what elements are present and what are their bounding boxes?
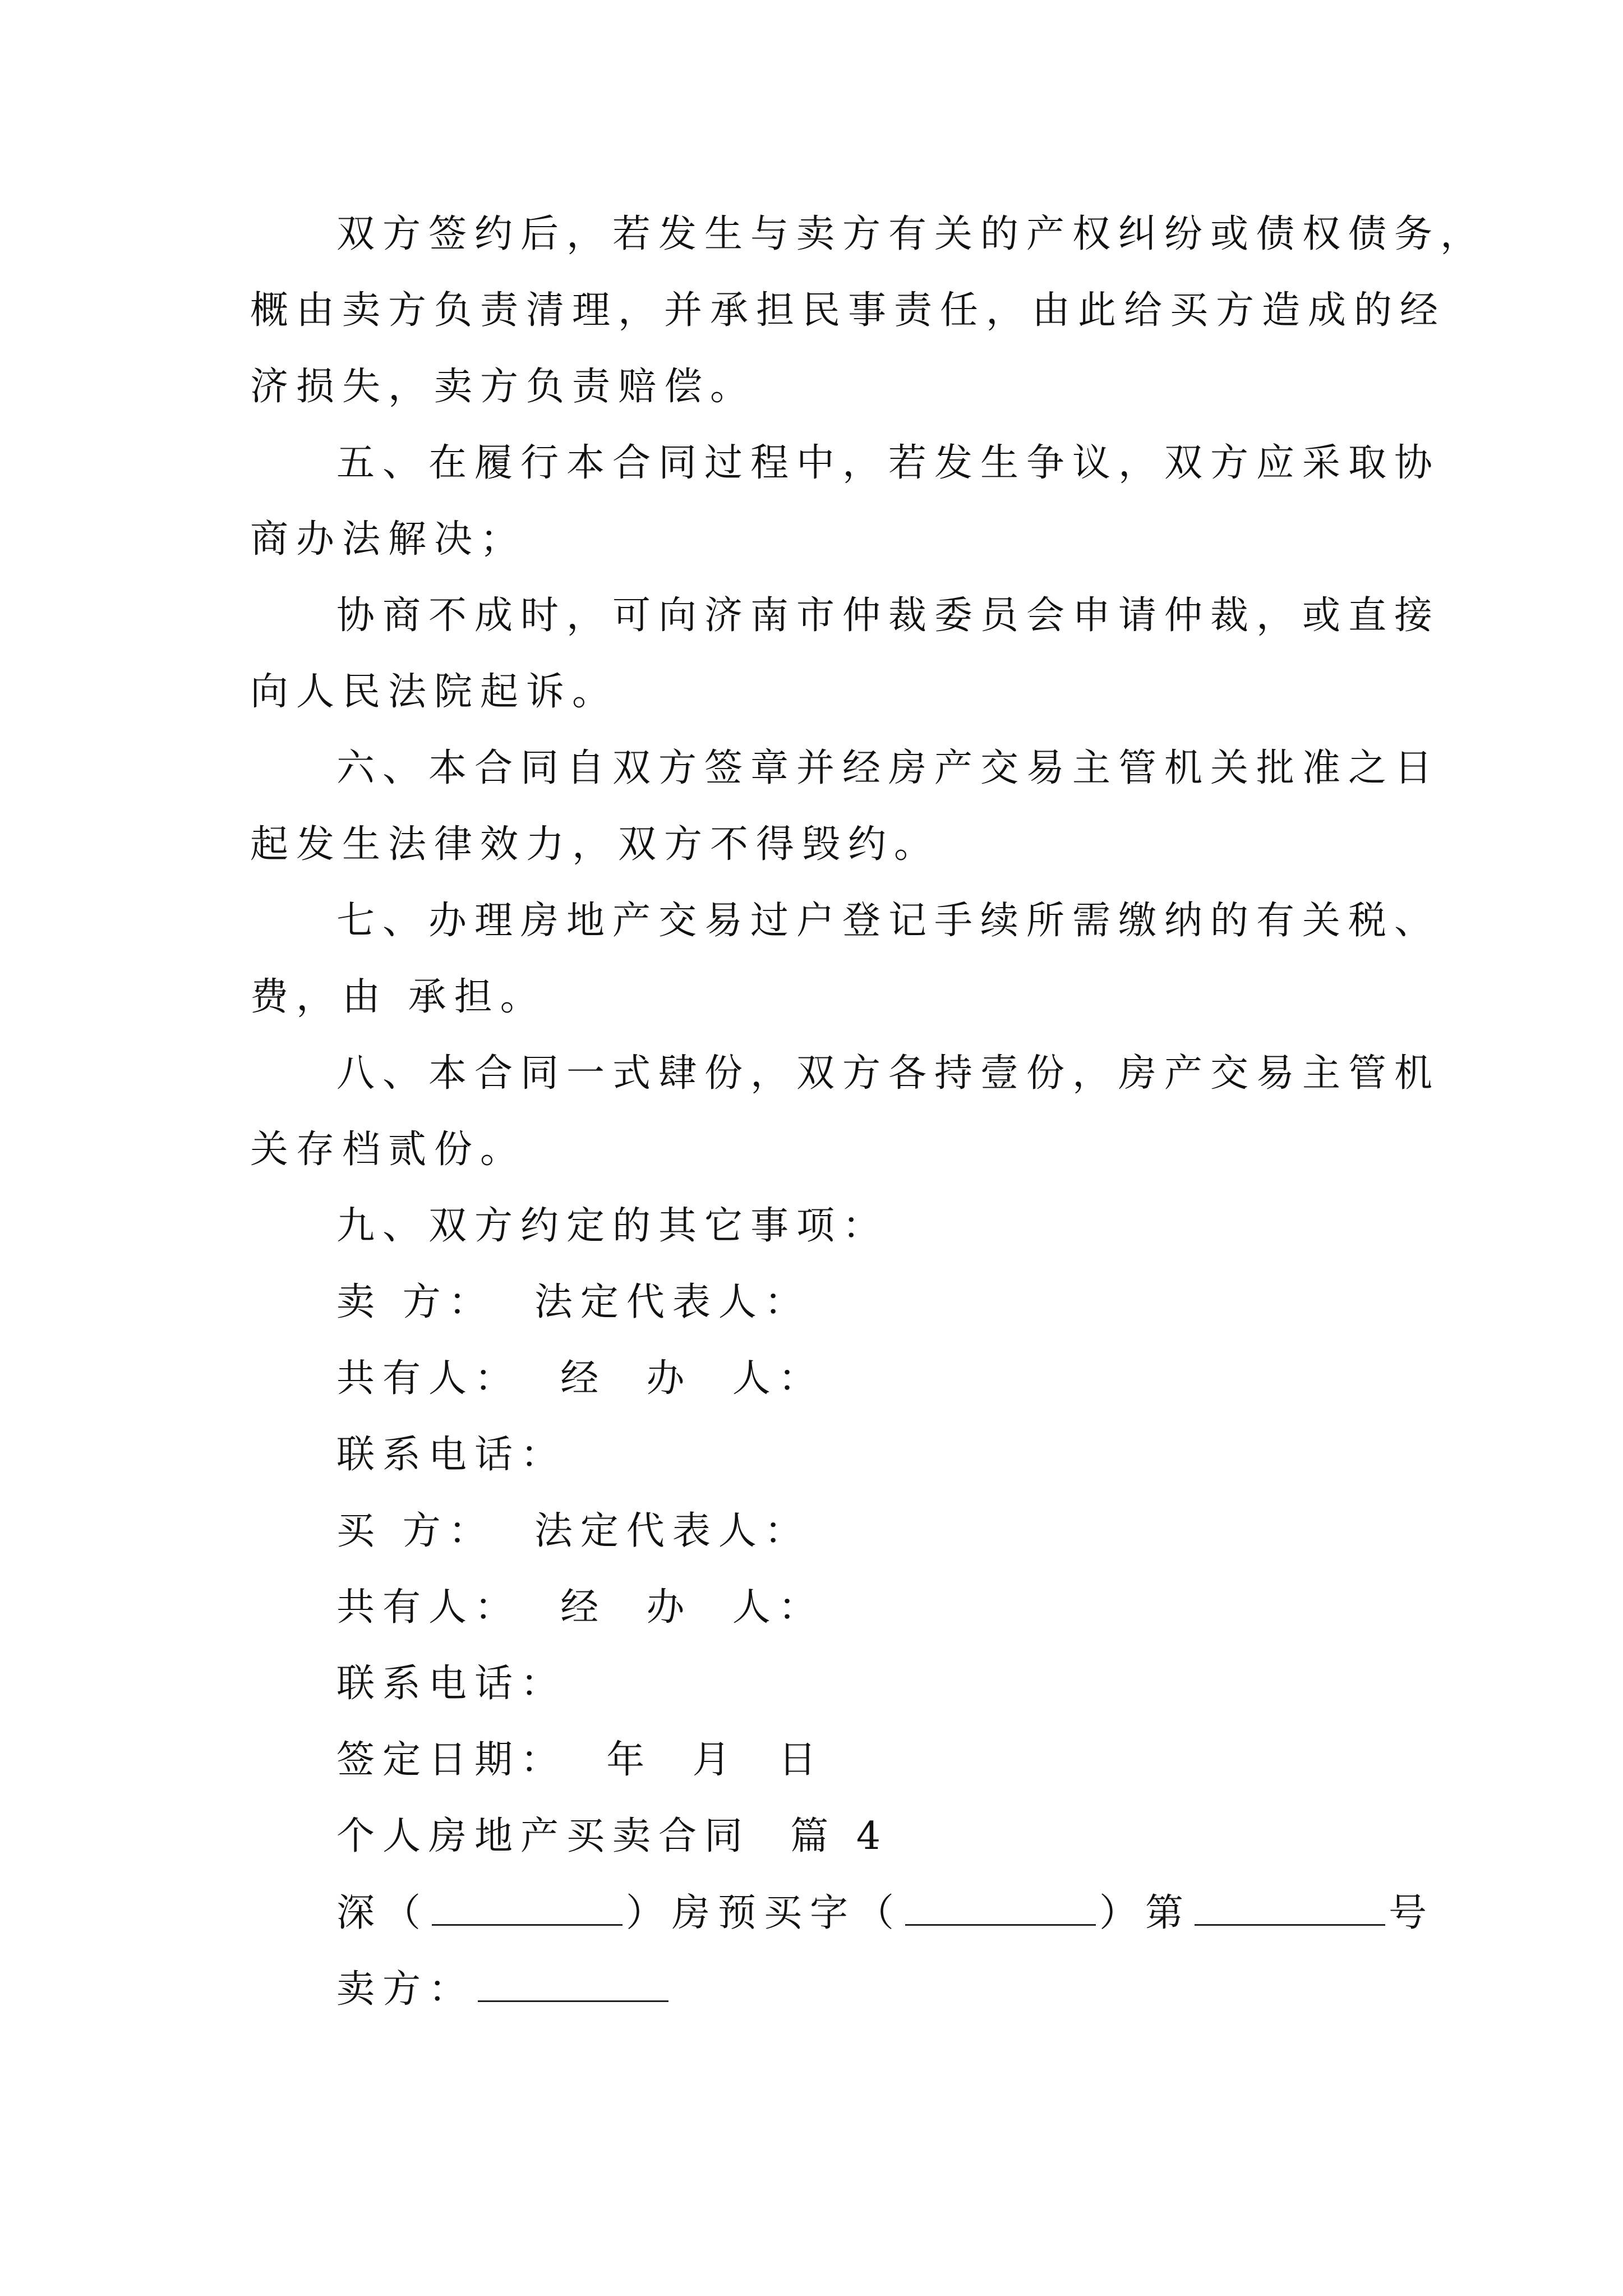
paragraph-line: 六、本合同自双方签章并经房产交易主管机关批准之日 [336, 746, 1441, 790]
paragraph-line: 双方签约后，若发生与卖方有关的产权纠纷或债权债务， [336, 212, 1487, 256]
paragraph-line: 向人民法院起诉。 [250, 670, 619, 714]
paragraph-line: 五、在履行本合同过程中，若发生争议，双方应采取协 [336, 441, 1441, 485]
paragraph-line: 济损失，卖方负责赔偿。 [250, 365, 757, 409]
blank-field [1195, 1890, 1385, 1926]
blank-field [478, 1967, 668, 2002]
reference-number-line [336, 1890, 1435, 1936]
reference-prefix: 深（ [336, 1891, 429, 1935]
paragraph-line: 起发生法律效力，双方不得毁约。 [250, 822, 940, 867]
reference-suffix: 号 [1389, 1891, 1435, 1935]
signature-date-line: 签定日期： 年 月 日 [336, 1738, 824, 1782]
reference-number-label: ）第 [1099, 1891, 1192, 1935]
paragraph-line: 七、办理房地产交易过户登记手续所需缴纳的有关税、 [336, 899, 1441, 943]
signature-field-line: 卖 方： 法定代表人： [336, 1280, 810, 1324]
paragraph-line: 关存档贰份。 [250, 1128, 527, 1172]
signature-field-line: 联系电话： [336, 1433, 567, 1477]
blank-field [432, 1890, 623, 1926]
signature-field-line: 共有人： 经 办 人： [336, 1585, 824, 1630]
seller-label: 卖方： [336, 1967, 475, 2012]
blank-field [905, 1890, 1096, 1926]
paragraph-line: 商办法解决； [250, 517, 527, 562]
seller-line [336, 1967, 672, 2012]
signature-field-line: 共有人： 经 办 人： [336, 1356, 824, 1401]
paragraph-line: 协商不成时，可向济南市仲裁委员会申请仲裁，或直接 [336, 593, 1441, 638]
signature-field-line: 联系电话： [336, 1662, 567, 1706]
signature-field-line: 买 方： 法定代表人： [336, 1509, 810, 1553]
paragraph-line: 八、本合同一式肆份，双方各持壹份，房产交易主管机 [336, 1051, 1441, 1096]
paragraph-line: 费，由 承担。 [250, 975, 546, 1019]
paragraph-line: 概由卖方负责清理，并承担民事责任，由此给买方造成的经 [250, 288, 1446, 333]
paragraph-line: 九、双方约定的其它事项： [336, 1204, 889, 1248]
reference-middle: ）房预买字（ [626, 1891, 902, 1935]
section-heading: 个人房地产买卖合同 篇 4 [336, 1814, 889, 1858]
